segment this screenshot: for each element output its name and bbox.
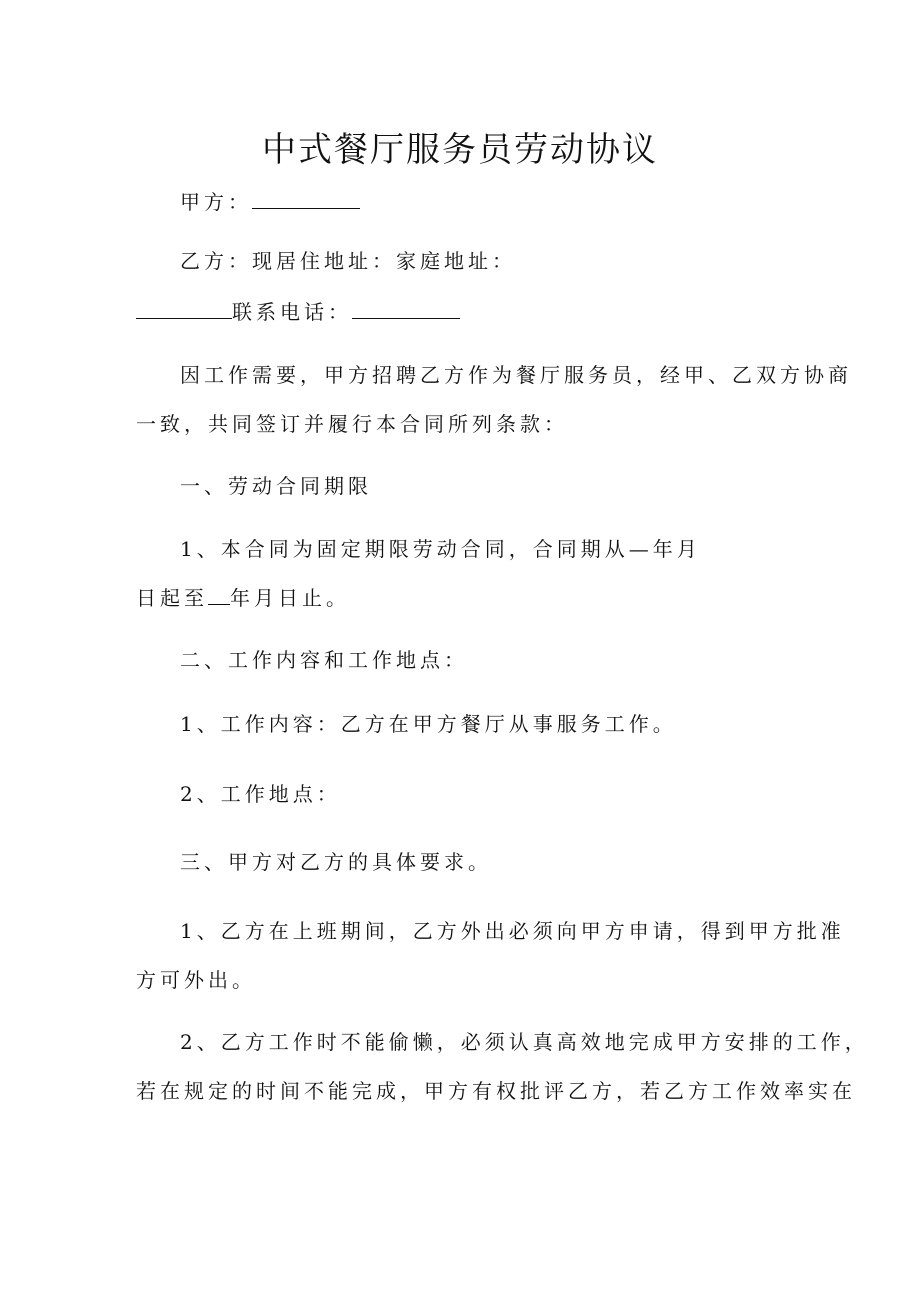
section-1-heading: 一、劳动合同期限 xyxy=(180,474,372,498)
section-3-heading: 三、甲方对乙方的具体要求。 xyxy=(180,850,492,874)
intro-line-1: 因工作需要，甲方招聘乙方作为餐厅服务员，经甲、乙双方协商 xyxy=(180,363,852,387)
section-3-item-1-line-2: 方可外出。 xyxy=(136,968,256,992)
phone-blank xyxy=(352,300,460,319)
section-3-item-2-line-2: 若在规定的时间不能完成，甲方有权批评乙方，若乙方工作效率实在 xyxy=(136,1079,856,1103)
section-2-heading: 二、工作内容和工作地点： xyxy=(180,648,468,672)
section-1-item-1-line-1: 1、本合同为固定期限劳动合同，合同期从—年月 xyxy=(180,537,701,561)
contact-label: 联系电话： xyxy=(232,300,352,324)
contact-line xyxy=(136,298,460,326)
address-blank xyxy=(136,300,232,319)
party-a-blank xyxy=(252,190,360,209)
section-3-item-2-line-1: 2、乙方工作时不能偷懒，必须认真高效地完成甲方安排的工作， xyxy=(180,1030,869,1054)
term-end-text: 年月日止。 xyxy=(230,586,350,610)
intro-line-2: 一致，共同签订并履行本合同所列条款： xyxy=(136,412,568,436)
document-title: 中式餐厅服务员劳动协议 xyxy=(262,130,658,170)
section-2-item-2: 2、工作地点： xyxy=(180,782,341,806)
party-b-line: 乙方：现居住地址：家庭地址： xyxy=(180,249,516,273)
section-2-item-1: 1、工作内容：乙方在甲方餐厅从事服务工作。 xyxy=(180,712,677,736)
section-3-item-1-line-1: 1、乙方在上班期间，乙方外出必须向甲方申请，得到甲方批准 xyxy=(180,919,845,943)
party-a-line xyxy=(180,188,360,216)
section-1-item-1-line-2 xyxy=(136,584,350,612)
party-a-label: 甲方： xyxy=(180,190,252,214)
term-blank xyxy=(208,586,230,605)
term-start-text: 日起至 xyxy=(136,586,208,610)
